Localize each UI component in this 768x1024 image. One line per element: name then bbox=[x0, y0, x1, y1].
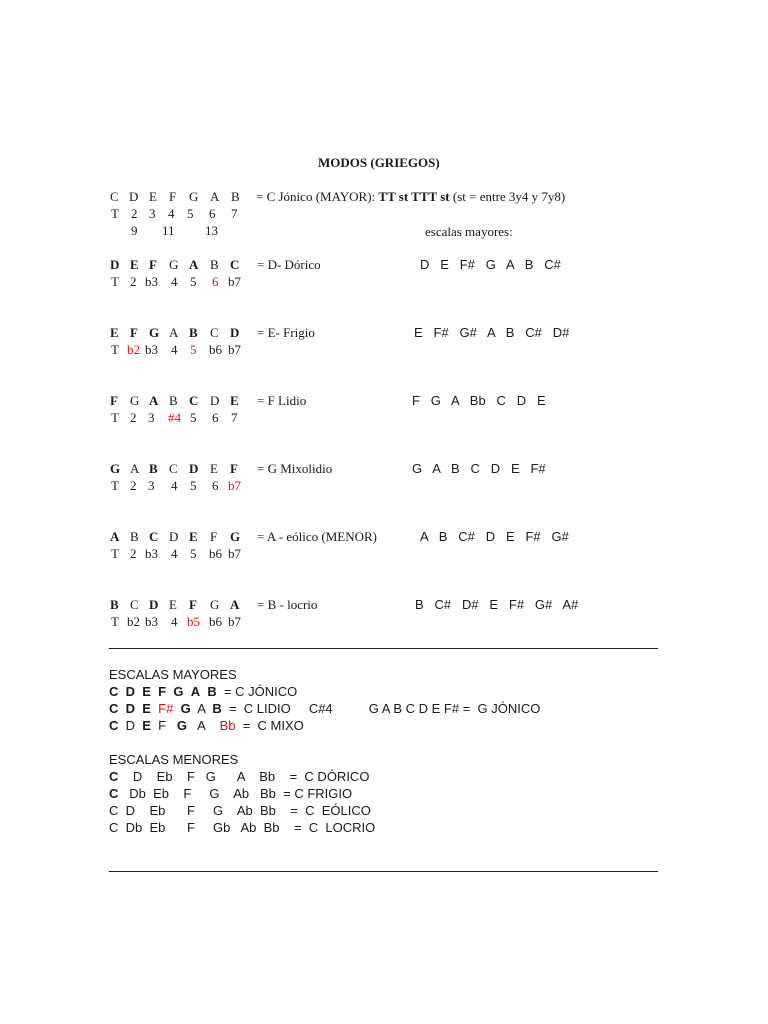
mode-note: F bbox=[210, 529, 218, 544]
mode-degree: 5 bbox=[190, 342, 197, 357]
mode-degree: 5 bbox=[190, 410, 197, 425]
escalas-mayores-note: escalas mayores: bbox=[425, 224, 513, 239]
jonico-note: C bbox=[110, 189, 119, 204]
jonico-note: B bbox=[231, 189, 240, 204]
scale-segment: B bbox=[207, 684, 217, 699]
jonico-note: D bbox=[129, 189, 139, 204]
jonico-note: F bbox=[169, 189, 177, 204]
mode-degree: b3 bbox=[145, 274, 158, 289]
scale-segment bbox=[118, 684, 125, 699]
mode-note: E bbox=[189, 529, 198, 544]
mode-description: = E- Frigio bbox=[257, 325, 315, 340]
mayores-row bbox=[109, 718, 304, 734]
scale-segment: E bbox=[142, 718, 151, 733]
mode-degree: b7 bbox=[228, 274, 241, 289]
mode-note: G bbox=[169, 257, 179, 272]
mode-degree: 2 bbox=[130, 546, 137, 561]
scale-segment: A bbox=[187, 718, 220, 733]
scale-segment: = C JÓNICO bbox=[216, 684, 298, 699]
jonico-degree: 5 bbox=[187, 206, 194, 221]
mayores-row bbox=[109, 701, 540, 717]
mode-degree: 7 bbox=[231, 410, 238, 425]
mode-degree: T bbox=[111, 546, 119, 561]
mode-note: G bbox=[149, 325, 160, 340]
mode-degree: 4 bbox=[171, 614, 178, 629]
mode-note: E bbox=[130, 257, 139, 272]
mode-degree: 6 bbox=[212, 478, 219, 493]
jonico-degree: 3 bbox=[149, 206, 156, 221]
scale-segment: Db Eb F G Ab Bb = C FRIGIO bbox=[118, 786, 353, 801]
mode-degree: b7 bbox=[228, 546, 241, 561]
jonico-note: A bbox=[210, 189, 220, 204]
jonico-extension: 9 bbox=[131, 223, 138, 238]
mode-scale: B C# D# E F# G# A# bbox=[415, 597, 579, 612]
scale-segment bbox=[173, 701, 180, 716]
mode-scale: E F# G# A B C# D# bbox=[414, 325, 570, 340]
mode-note: E bbox=[230, 393, 239, 408]
mode-degree: 4 bbox=[171, 478, 178, 493]
jonico-desc-suffix: (st = entre 3y4 y 7y8) bbox=[449, 189, 566, 204]
mode-degree: b2 bbox=[127, 342, 140, 357]
page-title: MODOS (GRIEGOS) bbox=[318, 155, 440, 170]
mode-note: E bbox=[169, 597, 177, 612]
mode-degree: 6 bbox=[212, 410, 219, 425]
scale-segment: F bbox=[158, 684, 167, 699]
mode-note: B bbox=[210, 257, 219, 272]
mode-note: C bbox=[149, 529, 159, 544]
mode-note: D bbox=[189, 461, 199, 476]
mode-degree: 4 bbox=[171, 546, 178, 561]
jonico-degree: T bbox=[111, 206, 119, 221]
scale-segment: D bbox=[118, 718, 143, 733]
mode-degree: #4 bbox=[168, 410, 181, 425]
mode-degree: 3 bbox=[148, 478, 155, 493]
scale-segment: D Eb F G A Bb = C DÓRICO bbox=[118, 769, 370, 784]
mode-note: C bbox=[210, 325, 219, 340]
jonico-desc-pattern: TT st TTT st bbox=[378, 189, 450, 204]
mode-note: B bbox=[130, 529, 139, 544]
mode-note: D bbox=[149, 597, 159, 612]
jonico-extension: 11 bbox=[162, 223, 175, 238]
scale-segment: G bbox=[180, 701, 191, 716]
menores-row bbox=[109, 820, 375, 836]
mode-note: A bbox=[169, 325, 179, 340]
scale-segment: C bbox=[109, 701, 119, 716]
mode-note: F bbox=[149, 257, 157, 272]
mode-note: F bbox=[230, 461, 238, 476]
scale-segment: G bbox=[176, 718, 188, 733]
scale-segment: = C MIXO bbox=[235, 718, 304, 733]
mode-degree: T bbox=[111, 614, 119, 629]
mode-note: A bbox=[110, 529, 120, 544]
mode-degree: b5 bbox=[187, 614, 200, 629]
mode-degree: b3 bbox=[145, 342, 158, 357]
scale-segment: E bbox=[142, 701, 151, 716]
mayores-row bbox=[109, 684, 297, 700]
mode-degree: T bbox=[111, 342, 119, 357]
mode-degree: T bbox=[111, 478, 119, 493]
jonico-note: E bbox=[149, 189, 157, 204]
mode-degree: 5 bbox=[190, 546, 197, 561]
mode-note: E bbox=[210, 461, 218, 476]
scale-segment: C D Eb F G Ab Bb = C EÓLICO bbox=[109, 803, 371, 818]
mode-note: G bbox=[110, 461, 121, 476]
mode-note: A bbox=[230, 597, 240, 612]
menores-row bbox=[109, 769, 369, 785]
mode-note: D bbox=[230, 325, 240, 340]
scale-segment: B bbox=[212, 701, 222, 716]
scale-segment bbox=[118, 701, 125, 716]
mode-note: G bbox=[130, 393, 140, 408]
scale-segment: D bbox=[125, 701, 136, 716]
jonico-description bbox=[256, 189, 565, 205]
mode-scale: G A B C D E F# bbox=[412, 461, 546, 476]
mode-degree: 5 bbox=[190, 478, 197, 493]
scale-segment: Bb bbox=[219, 718, 236, 733]
mode-note: C bbox=[169, 461, 178, 476]
mode-degree: 2 bbox=[130, 478, 137, 493]
mode-description: = D- Dórico bbox=[257, 257, 321, 272]
mode-note: B bbox=[149, 461, 158, 476]
scale-segment: G bbox=[173, 684, 184, 699]
mode-note: B bbox=[189, 325, 198, 340]
mode-note: C bbox=[230, 257, 240, 272]
divider-top bbox=[109, 648, 658, 649]
mode-degree: 2 bbox=[130, 410, 137, 425]
mode-description: = B - locrio bbox=[257, 597, 318, 612]
mode-note: E bbox=[110, 325, 119, 340]
mode-degree: b2 bbox=[127, 614, 140, 629]
scale-segment: C bbox=[109, 769, 119, 784]
mode-degree: T bbox=[111, 274, 119, 289]
mode-degree: 4 bbox=[171, 274, 178, 289]
jonico-desc-prefix: = C Jónico (MAYOR): bbox=[256, 189, 379, 204]
mode-scale: D E F# G A B C# bbox=[420, 257, 561, 272]
mode-description: = F Lidio bbox=[257, 393, 307, 408]
scale-segment: C bbox=[109, 786, 119, 801]
mode-note: D bbox=[210, 393, 220, 408]
mode-note: C bbox=[189, 393, 199, 408]
scale-segment: A bbox=[190, 684, 201, 699]
mode-description: = A - eólico (MENOR) bbox=[257, 529, 377, 544]
scale-segment: = C LIDIO C#4 G A B C D E F# = G JÓNICO bbox=[221, 701, 541, 716]
mode-degree: 5 bbox=[190, 274, 197, 289]
mode-note: G bbox=[230, 529, 241, 544]
mode-scale: F G A Bb C D E bbox=[412, 393, 546, 408]
mode-note: B bbox=[169, 393, 178, 408]
mode-note: A bbox=[149, 393, 159, 408]
mode-note: B bbox=[110, 597, 119, 612]
jonico-degree: 2 bbox=[131, 206, 138, 221]
mayores-heading: ESCALAS MAYORES bbox=[109, 667, 237, 682]
mode-degree: 2 bbox=[130, 274, 137, 289]
mode-degree: 3 bbox=[148, 410, 155, 425]
divider-bottom bbox=[109, 871, 658, 872]
mode-degree: b3 bbox=[145, 546, 158, 561]
mode-degree: T bbox=[111, 410, 119, 425]
mode-note: C bbox=[130, 597, 139, 612]
scale-segment: C Db Eb F Gb Ab Bb = C LOCRIO bbox=[109, 820, 376, 835]
mode-note: A bbox=[130, 461, 140, 476]
mode-description: = G Mixolidio bbox=[257, 461, 333, 476]
scale-segment: E bbox=[142, 684, 151, 699]
scale-segment: C bbox=[109, 718, 119, 733]
mode-degree: b7 bbox=[228, 614, 241, 629]
mode-note: D bbox=[110, 257, 120, 272]
mode-note: F bbox=[130, 325, 138, 340]
mode-degree: b7 bbox=[228, 342, 241, 357]
menores-heading: ESCALAS MENORES bbox=[109, 752, 239, 767]
scale-segment: A bbox=[190, 701, 213, 716]
jonico-note: G bbox=[189, 189, 199, 204]
mode-note: D bbox=[169, 529, 179, 544]
mode-note: A bbox=[189, 257, 199, 272]
mode-scale: A B C# D E F# G# bbox=[420, 529, 569, 544]
scale-segment: F bbox=[150, 718, 177, 733]
jonico-degree: 4 bbox=[168, 206, 175, 221]
mode-note: G bbox=[210, 597, 220, 612]
menores-row bbox=[109, 803, 371, 819]
mode-degree: 6 bbox=[212, 274, 219, 289]
mode-note: F bbox=[110, 393, 118, 408]
mode-degree: b7 bbox=[228, 478, 241, 493]
jonico-degree: 7 bbox=[231, 206, 238, 221]
scale-segment: D bbox=[125, 684, 136, 699]
mode-note: F bbox=[189, 597, 197, 612]
mode-degree: b6 bbox=[209, 546, 222, 561]
jonico-degree: 6 bbox=[209, 206, 216, 221]
mode-degree: 4 bbox=[171, 342, 178, 357]
jonico-extension: 13 bbox=[205, 223, 218, 238]
scale-segment: F# bbox=[158, 701, 174, 716]
scale-segment bbox=[183, 684, 190, 699]
menores-row bbox=[109, 786, 352, 802]
mode-degree: b3 bbox=[145, 614, 158, 629]
mode-degree: b6 bbox=[209, 614, 222, 629]
scale-segment: C bbox=[109, 684, 119, 699]
mode-degree: b6 bbox=[209, 342, 222, 357]
